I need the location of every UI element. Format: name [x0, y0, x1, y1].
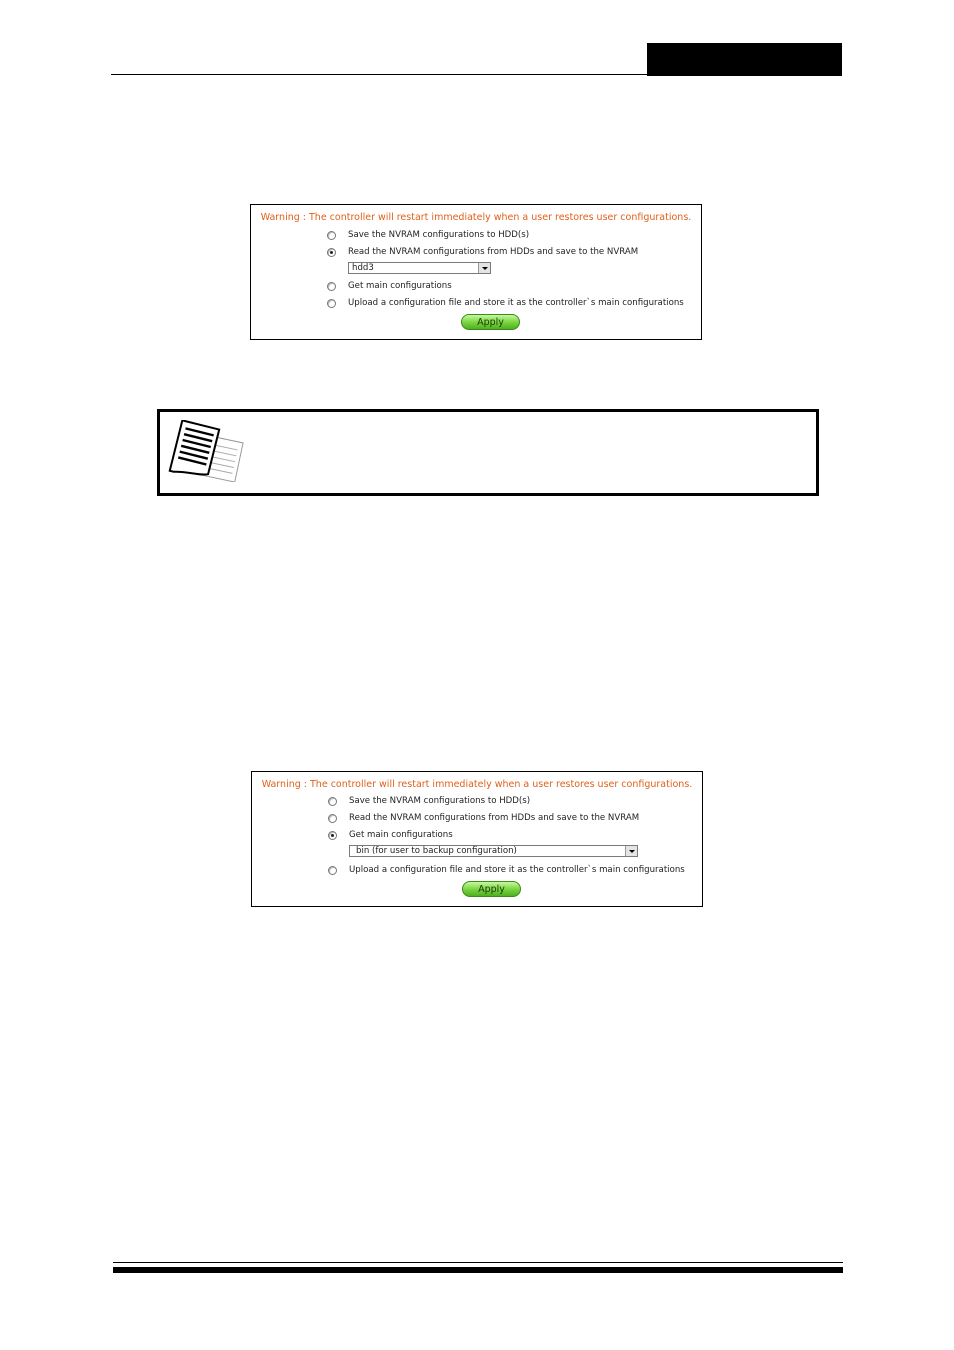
radio-get-main[interactable]: [327, 282, 336, 291]
note-document-icon: [166, 420, 246, 482]
warning-text: Warning : The controller will restart immediately when a user restores user configurations.: [260, 212, 692, 223]
chevron-down-icon[interactable]: [478, 263, 490, 273]
option-get-main[interactable]: [328, 828, 453, 842]
option-upload-config[interactable]: [328, 863, 685, 877]
footer-rule-thin: [113, 1262, 843, 1263]
config-type-select-value: bin (for user to backup configuration): [356, 846, 517, 856]
warning-text: Warning : The controller will restart immediately when a user restores user configurations.: [261, 779, 693, 790]
radio-get-main[interactable]: [328, 831, 337, 840]
option-label: Get main configurations: [349, 830, 453, 840]
option-get-main[interactable]: [327, 279, 452, 293]
apply-button[interactable]: Apply: [461, 314, 520, 330]
restore-config-panel-top: [250, 204, 702, 340]
hdd-select-value: hdd3: [352, 263, 374, 273]
radio-read-nvram[interactable]: [328, 814, 337, 823]
radio-save-nvram[interactable]: [328, 797, 337, 806]
footer-rule-thick: [113, 1267, 843, 1273]
config-type-select[interactable]: [349, 845, 638, 857]
radio-upload-config[interactable]: [327, 299, 336, 308]
option-upload-config[interactable]: [327, 296, 684, 310]
restore-config-panel-bottom: [251, 771, 703, 907]
option-label: Get main configurations: [348, 281, 452, 291]
option-read-nvram[interactable]: [327, 245, 638, 259]
hdd-select[interactable]: [348, 262, 491, 274]
option-label: Upload a configuration file and store it as the controller`s main configurations: [349, 865, 685, 875]
apply-button[interactable]: Apply: [462, 881, 521, 897]
radio-read-nvram[interactable]: [327, 248, 336, 257]
option-save-nvram[interactable]: [328, 794, 530, 808]
note-box: [157, 409, 819, 496]
option-label: Read the NVRAM configurations from HDDs and save to the NVRAM: [348, 247, 639, 257]
radio-save-nvram[interactable]: [327, 231, 336, 240]
option-read-nvram[interactable]: [328, 811, 639, 825]
chevron-down-icon[interactable]: [625, 846, 637, 856]
option-label: Read the NVRAM configurations from HDDs and save to the NVRAM: [349, 813, 640, 823]
radio-upload-config[interactable]: [328, 866, 337, 875]
option-label: Upload a configuration file and store it as the controller`s main configurations: [348, 298, 684, 308]
option-label: Save the NVRAM configurations to HDD(s): [349, 796, 531, 806]
option-save-nvram[interactable]: [327, 228, 529, 242]
header-black-block: [647, 43, 842, 76]
option-label: Save the NVRAM configurations to HDD(s): [348, 230, 530, 240]
header-rule: [111, 74, 648, 75]
